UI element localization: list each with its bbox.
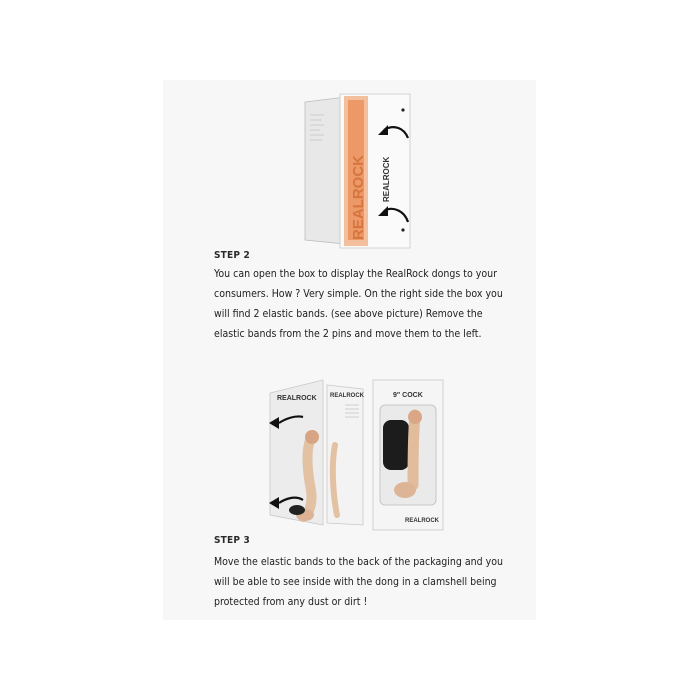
box-brand-text: REALROCK (350, 155, 367, 240)
step-3-title: STEP 3 (214, 535, 250, 546)
step-2-line: consumers. How ? Very simple. On the right side the box you (214, 288, 503, 300)
step-2-line: elastic bands from the 2 pins and move them to the left. (214, 328, 482, 340)
box-spine-text: REALROCK (382, 156, 391, 202)
step-2-line: will find 2 elastic bands. (see above picture) Remove the (214, 308, 483, 320)
size-label: 9" COCK (393, 392, 423, 399)
window-brand-text: REALROCK (405, 518, 439, 524)
closed-box-illustration (300, 90, 420, 250)
flap-brand-text: REALROCK (277, 395, 317, 402)
spine-brand-text: REALROCK (330, 393, 364, 399)
step-3-line: will be able to see inside with the dong in a clamshell being (214, 576, 497, 588)
step-2-line: You can open the box to display the RealRock dongs to your (214, 268, 498, 280)
step-3-line: Move the elastic bands to the back of the packaging and you (214, 556, 504, 568)
step-3-line: protected from any dust or dirt ! (214, 596, 368, 608)
step-2-title: STEP 2 (214, 250, 250, 261)
step-3-description (214, 552, 514, 612)
step-2-description (214, 264, 514, 344)
open-box-illustration (255, 375, 445, 535)
